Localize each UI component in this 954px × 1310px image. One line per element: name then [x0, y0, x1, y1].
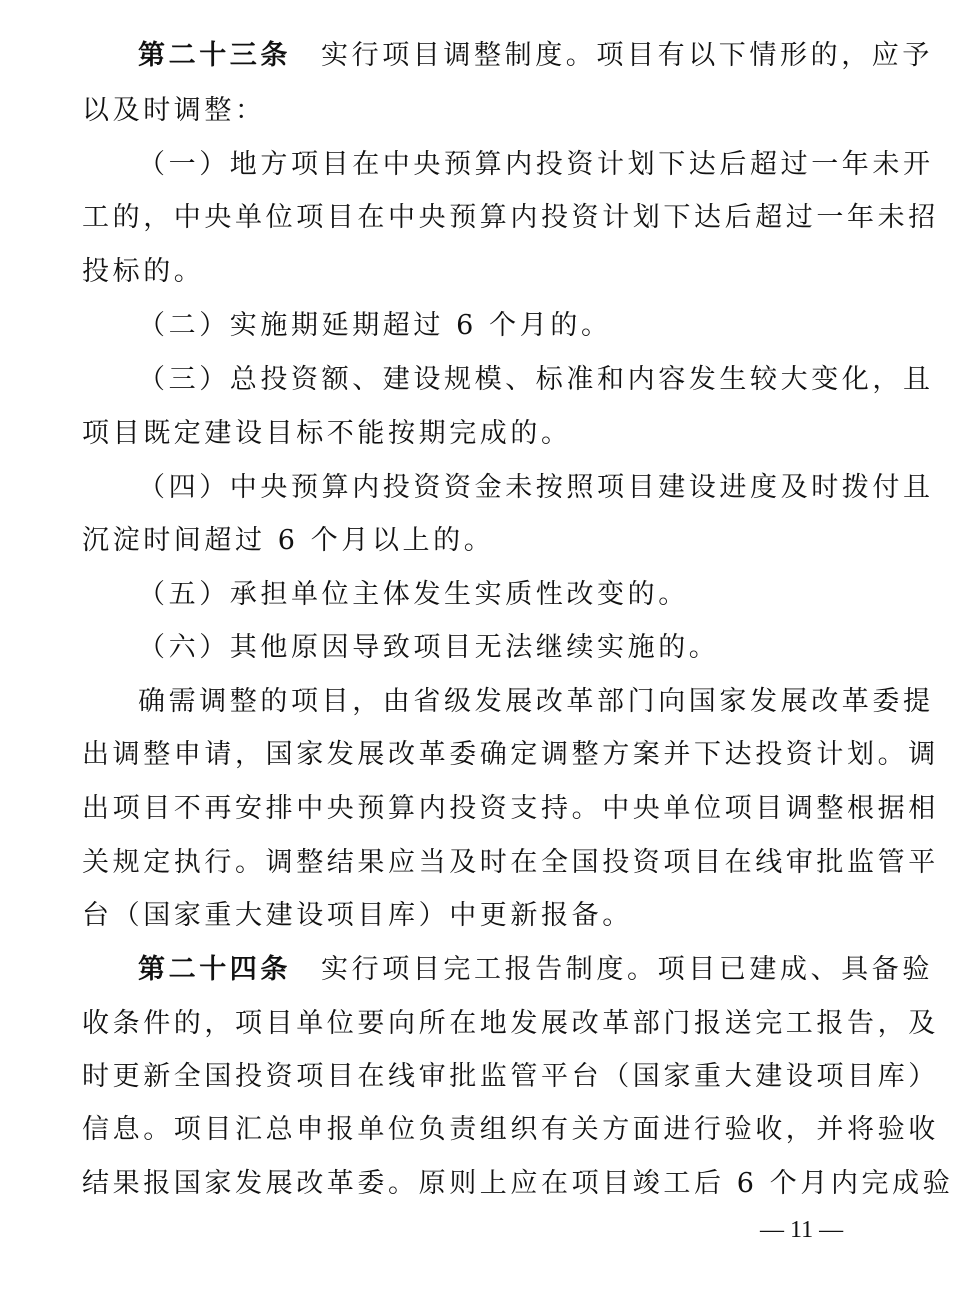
page-number: — 11 —: [760, 1217, 844, 1243]
article-24-heading: 第二十四条: [138, 954, 291, 985]
article-23-text: 实行项目调整制度。项目有以下情形的，应予: [321, 40, 933, 71]
article-24-text: 实行项目完工报告制度。项目已建成、具备验: [321, 954, 933, 985]
paragraph-line: 出调整申请，国家发展改革委确定调整方案并下达投资计划。调: [82, 739, 939, 770]
item-3-line: （三）总投资额、建设规模、标准和内容发生较大变化，且: [138, 364, 934, 395]
paragraph-line: 信息。项目汇总申报单位负责组织有关方面进行验收，并将验收: [82, 1114, 939, 1145]
paragraph-line: 出项目不再安排中央预算内投资支持。中央单位项目调整根据相: [82, 793, 939, 824]
paragraph-line: 收条件的，项目单位要向所在地发展改革部门报送完工报告，及: [82, 1008, 939, 1039]
item-1-line: 工的，中央单位项目在中央预算内投资计划下达后超过一年未招: [82, 202, 939, 233]
item-3-line: 项目既定建设目标不能按期完成的。: [82, 418, 572, 449]
item-1-line: 投标的。: [82, 256, 205, 287]
paragraph-line: 关规定执行。调整结果应当及时在全国投资项目在线审批监管平: [82, 847, 939, 878]
item-5-line: （五）承担单位主体发生实质性改变的。: [138, 579, 689, 610]
item-4-line: 沉淀时间超过 6 个月以上的。: [82, 525, 495, 556]
article-24-first-line: [138, 952, 933, 988]
paragraph-line: 确需调整的项目，由省级发展改革部门向国家发展改革委提: [138, 686, 934, 717]
paragraph-line: 以及时调整：: [82, 95, 266, 126]
item-6-line: （六）其他原因导致项目无法继续实施的。: [138, 632, 720, 663]
item-1-line: （一）地方项目在中央预算内投资计划下达后超过一年未开: [138, 149, 934, 180]
paragraph-line: 结果报国家发展改革委。原则上应在项目竣工后 6 个月内完成验: [82, 1168, 954, 1199]
paragraph-line: 时更新全国投资项目在线审批监管平台（国家重大建设项目库）: [82, 1061, 939, 1092]
item-2-line: （二）实施期延期超过 6 个月的。: [138, 310, 612, 341]
article-23-first-line: [138, 38, 933, 74]
paragraph-line: 台（国家重大建设项目库）中更新报备。: [82, 900, 633, 931]
article-23-heading: 第二十三条: [138, 40, 291, 71]
item-4-line: （四）中央预算内投资资金未按照项目建设进度及时拨付且: [138, 472, 934, 503]
